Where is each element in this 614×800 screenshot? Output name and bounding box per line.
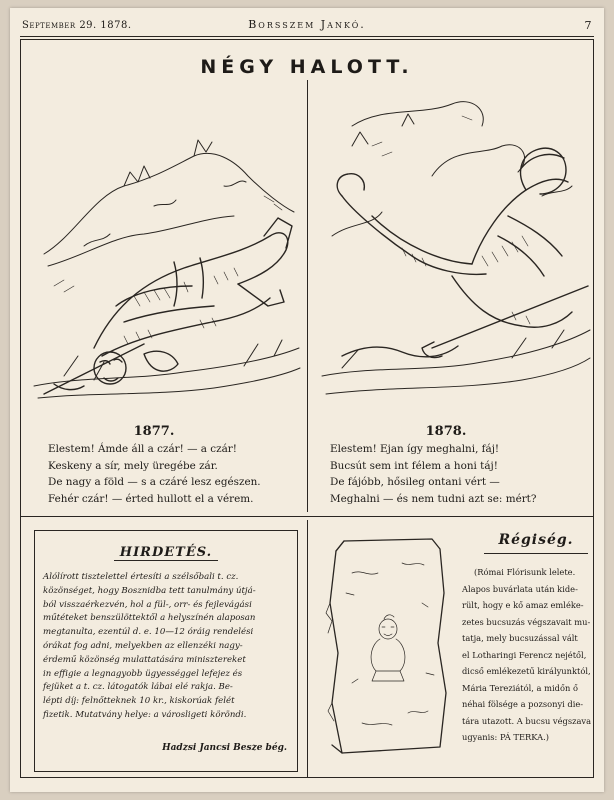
ad-line: ból visszaérkezvén, hol a fül-, orr- és fejlevágási <box>43 599 252 610</box>
poem-line: Bucsút sem int félem a honi táj! <box>330 459 498 472</box>
relic-line: néhai fölsége a pozsonyi die- <box>462 699 584 709</box>
poem-left <box>48 441 261 507</box>
ad-line: fizetik. Mutatvány helye: a városligeti köröndi. <box>43 709 247 720</box>
advertisement-signature: Hadzsi Jancsi Besze bég. <box>162 743 287 753</box>
ad-line: lépti díj: felnőtteknek 10 kr., kiskorúak felét <box>43 696 235 707</box>
ad-line: Alólírott tisztelettel értesíti a szélsőbali t. cz. <box>43 572 239 582</box>
relic-line: tára utazott. A bucsu végszava <box>462 715 592 726</box>
page-number: 7 <box>584 19 592 32</box>
column-divider-bottom <box>307 520 308 778</box>
ad-line: érdemű közönség mulattatására minisztereket <box>43 654 246 665</box>
advertisement-box <box>34 530 298 772</box>
illustration-stone-relic <box>322 533 454 763</box>
poem-right <box>330 441 536 507</box>
relic-line: rült, hogy e kő amaz emléke- <box>462 600 584 610</box>
relic-line: dicső emlékezetű királyunktól, <box>462 666 591 676</box>
relic-title: Régiség. <box>498 532 574 548</box>
illustration-fallen-soldier-1877 <box>24 86 304 406</box>
column-divider-top <box>307 80 308 512</box>
ad-line: fejüket a t. cz. látogatók lábai elé rakja. Be- <box>43 682 233 693</box>
relic-line: Mária Tereziától, a midőn ő <box>462 682 578 693</box>
ad-line: megtanulta, ezentúl d. e. 10—12 óráig rendelési <box>43 627 254 638</box>
newspaper-name: Borsszem Jankó. <box>248 18 366 31</box>
page-title: NÉGY HALOTT. <box>200 56 414 78</box>
poem-line: Elestem! Ámde áll a czár! — a czár! <box>48 443 237 455</box>
header-rule <box>20 36 594 37</box>
relic-line: zetes bucsuzás végszavait mu- <box>462 616 591 627</box>
poem-line: Elestem! Ejan így meghalni, fáj! <box>330 443 500 455</box>
relic-text <box>462 564 608 746</box>
section-divider <box>20 516 594 517</box>
newspaper-page <box>10 8 604 792</box>
relic-title-rule <box>484 553 588 554</box>
year-label-left: 1877. <box>133 424 175 439</box>
ad-line: közönséget, hogy Bosznidba tett tanulmány útjá- <box>43 585 256 596</box>
ad-line: műtéteket benszülöttektől a helyszínén alaposan <box>43 613 256 624</box>
year-label-right: 1878. <box>425 424 467 439</box>
poem-line: Meghalni — és nem tudni azt se: mért? <box>330 492 537 505</box>
issue-date: September 29. 1878. <box>22 20 132 31</box>
poem-line: De nagy a föld — s a czáré lesz egészen. <box>48 476 261 488</box>
relic-line: el Lotharingi Ferencz nejétől, <box>462 649 587 660</box>
relic-line: (Római Flórisunk lelete. <box>474 567 576 577</box>
running-head <box>22 18 592 34</box>
illustration-falling-soldier-1878 <box>312 86 594 406</box>
poem-line: De fájóbb, hősileg ontani vért — <box>330 476 500 488</box>
ad-line: órákat fog adni, melyekben az ellenzéki nagy- <box>43 640 243 651</box>
relic-line: tatja, mely bucsuzással vált <box>462 633 578 643</box>
advertisement-body <box>43 571 291 723</box>
relic-line: Alapos buvárlata után kide- <box>462 583 578 594</box>
relic-line: ugyanis: PÁ TERKA.) <box>462 732 549 742</box>
ad-line: in effigie a legnagyobb ügyességgel lefejez és <box>43 668 243 679</box>
poem-line: Keskeny a sír, mely üregébe zár. <box>48 459 218 472</box>
poem-line: Fehér czár! — érted hullott el a vérem. <box>48 492 254 505</box>
advertisement-title: HIRDETÉS. <box>35 545 297 560</box>
